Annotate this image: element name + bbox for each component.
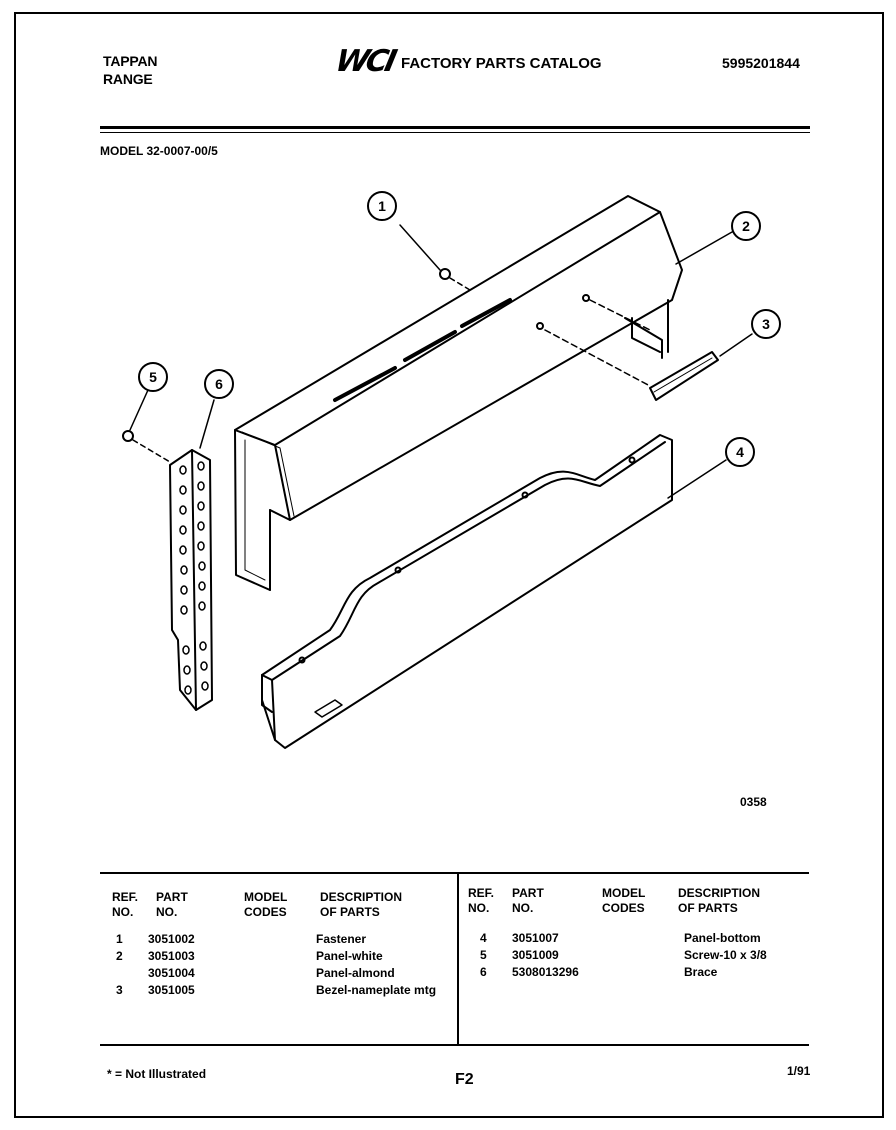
revision-date: 1/91 (787, 1064, 811, 1078)
row-ref: 5 (480, 948, 487, 962)
row-part: 3051005 (148, 983, 195, 997)
callout-6: 6 (215, 376, 223, 392)
screw-part (123, 390, 170, 462)
row-ref: 2 (116, 949, 123, 963)
row-desc: Brace (684, 965, 718, 979)
header-ref: REF. NO. (112, 890, 139, 919)
not-illustrated-note: * = Not Illustrated (107, 1067, 207, 1081)
page-number: F2 (455, 1071, 474, 1088)
callout-3: 3 (762, 316, 770, 332)
row-desc: Panel-almond (316, 966, 395, 980)
header-ref-right: REF. NO. (468, 886, 495, 915)
header-description-right: DESCRIPTION OF PARTS (678, 886, 761, 915)
catalog-title: FACTORY PARTS CATALOG (401, 55, 602, 72)
row-part: 3051007 (512, 931, 559, 945)
table-divider (457, 872, 459, 1046)
header-part-right: PART NO. (512, 886, 544, 915)
row-desc: Panel-white (316, 949, 383, 963)
row-desc: Screw-10 x 3/8 (684, 948, 767, 962)
brace-part (170, 400, 214, 710)
row-part: 3051003 (148, 949, 195, 963)
row-ref: 3 (116, 983, 123, 997)
callout-5: 5 (149, 369, 157, 385)
callout-4: 4 (736, 444, 744, 460)
brand-name: TAPPAN (103, 53, 158, 69)
callout-2: 2 (742, 218, 750, 234)
row-part: 5308013296 (512, 965, 579, 979)
callout-1: 1 (378, 198, 386, 214)
header-description: DESCRIPTION OF PARTS (320, 890, 403, 919)
model-number: MODEL 32-0007-00/5 (100, 144, 218, 158)
row-desc: Panel-bottom (684, 931, 761, 945)
row-desc: Bezel-nameplate mtg (316, 983, 437, 997)
product-type: RANGE (103, 71, 153, 87)
fastener-part (400, 225, 470, 290)
row-ref: 1 (116, 932, 123, 946)
illustration-number: 0358 (740, 795, 767, 809)
row-desc: Fastener (316, 932, 367, 946)
header-model-codes: MODEL CODES (244, 890, 288, 919)
row-part: 3051009 (512, 948, 559, 962)
row-part: 3051004 (148, 966, 195, 980)
row-ref: 4 (480, 931, 487, 945)
catalog-number: 5995201844 (722, 55, 800, 71)
row-part: 3051002 (148, 932, 195, 946)
header-part: PART NO. (156, 890, 188, 919)
row-ref: 6 (480, 965, 487, 979)
header-model-codes-right: MODEL CODES (602, 886, 646, 915)
wci-logo: WCI (332, 44, 398, 79)
